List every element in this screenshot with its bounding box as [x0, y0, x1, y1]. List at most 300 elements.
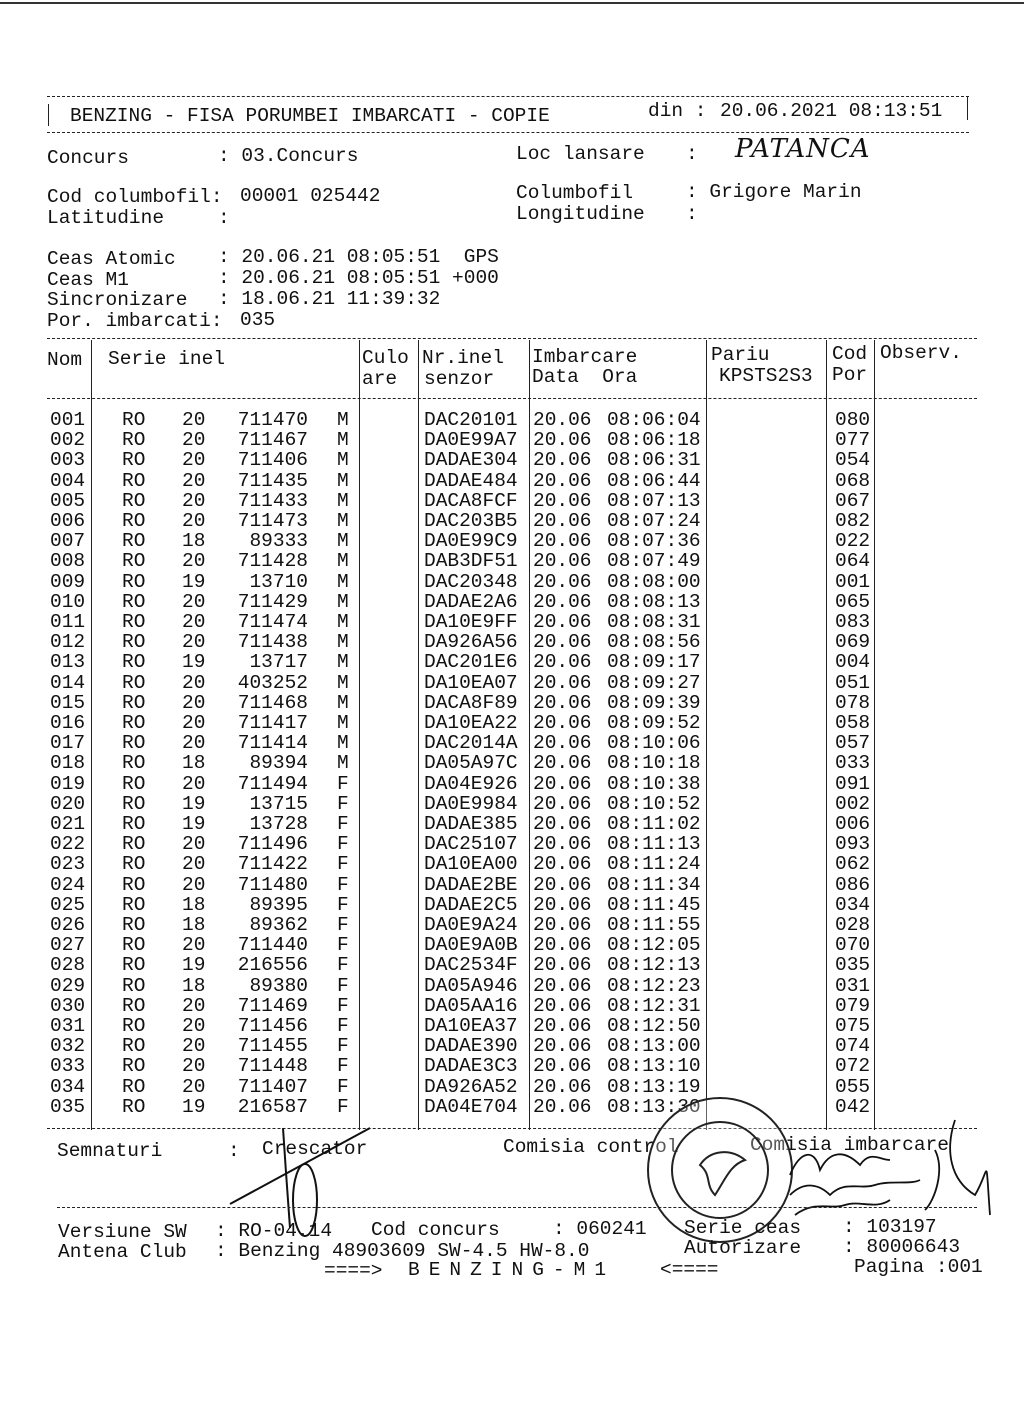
- table-row: [0, 814, 1024, 834]
- cell-cod-por: 075: [835, 1015, 871, 1037]
- cell-nom: 032: [50, 1035, 86, 1058]
- cell-cod-por: 033: [835, 752, 871, 775]
- cell-sensor: DAC2534F: [424, 954, 518, 977]
- cell-ring: 711473: [237, 510, 308, 532]
- cell-year: 20: [182, 994, 206, 1017]
- cell-sex: M: [337, 449, 349, 472]
- cell-cod-por: 067: [835, 489, 871, 512]
- cell-sex: F: [337, 873, 349, 896]
- cell-date: 20.06: [533, 853, 592, 876]
- cell-time: 08:09:52: [607, 712, 701, 734]
- columbofil-value: : Grigore Marin: [686, 181, 862, 203]
- cell-country: RO: [122, 833, 146, 856]
- cell-sensor: DADAE390: [424, 1035, 518, 1058]
- cell-year: 20: [182, 1015, 206, 1037]
- cell-nom: 004: [50, 469, 86, 492]
- table-bottom-rule: [47, 1128, 977, 1129]
- table-row: [0, 753, 1024, 773]
- cod-concurs-value: : 060241: [553, 1218, 647, 1240]
- autorizare-value: : 80006643: [843, 1236, 961, 1258]
- cell-sensor: DAC25107: [424, 833, 518, 856]
- table-row: [0, 976, 1024, 996]
- header-cod-1: Cod: [832, 343, 868, 365]
- table-row: [0, 531, 1024, 551]
- cell-ring: 711467: [237, 429, 308, 452]
- cell-ring: 13715: [249, 792, 308, 815]
- cell-date: 20.06: [533, 772, 592, 795]
- cell-country: RO: [122, 873, 146, 896]
- cell-sensor: DA04E926: [424, 772, 518, 795]
- cell-cod-por: 051: [835, 671, 871, 694]
- cell-sex: M: [337, 611, 349, 633]
- cell-time: 08:08:56: [607, 631, 701, 654]
- antena-club-label: Antena Club: [58, 1241, 187, 1263]
- cell-ring: 711440: [237, 934, 308, 957]
- cell-nom: 001: [50, 409, 86, 431]
- table-row: [0, 572, 1024, 592]
- cell-sensor: DA10EA00: [424, 853, 518, 876]
- cell-time: 08:10:18: [607, 752, 701, 775]
- cell-cod-por: 068: [835, 469, 871, 492]
- cell-ring: 711417: [237, 712, 308, 734]
- header-left-rule: [48, 104, 49, 126]
- cell-cod-por: 078: [835, 691, 871, 714]
- cell-year: 20: [182, 449, 206, 472]
- table-row: [0, 1077, 1024, 1097]
- cell-ring: 711455: [237, 1035, 308, 1058]
- versiune-sw-value: : RO-04.14: [215, 1220, 333, 1242]
- cell-sex: M: [337, 691, 349, 714]
- antena-club-value: : Benzing 48903609 SW-4.5 HW-8.0: [215, 1240, 590, 1262]
- cell-time: 08:10:52: [607, 792, 701, 815]
- cell-sensor: DADAE484: [424, 469, 518, 492]
- table-row: [0, 854, 1024, 874]
- crescator-label: Crescator: [262, 1138, 368, 1160]
- latitudine-label: Latitudine: [47, 207, 165, 229]
- cell-cod-por: 093: [835, 833, 871, 856]
- cell-time: 08:07:13: [607, 489, 701, 512]
- cell-date: 20.06: [533, 934, 592, 957]
- cell-sensor: DA05AA16: [424, 994, 518, 1017]
- header-pariu-2: KPSTS2S3: [719, 365, 813, 387]
- cell-time: 08:13:19: [607, 1075, 701, 1098]
- cell-country: RO: [122, 429, 146, 452]
- cell-ring: 89395: [249, 893, 308, 916]
- cell-ring: 711438: [237, 631, 308, 654]
- cell-year: 20: [182, 1055, 206, 1078]
- cell-sex: M: [337, 550, 349, 573]
- cell-country: RO: [122, 469, 146, 492]
- cell-country: RO: [122, 792, 146, 815]
- cell-sensor: DA10E9FF: [424, 611, 518, 633]
- cell-sensor: DAC2014A: [424, 732, 518, 755]
- cell-country: RO: [122, 772, 146, 795]
- cell-nom: 002: [50, 429, 86, 452]
- ceas-m1-value: : 20.06.21 08:05:51 +000: [218, 267, 499, 289]
- cell-year: 19: [182, 792, 206, 815]
- cell-time: 08:06:31: [607, 449, 701, 472]
- header-nr-inel-2: senzor: [424, 368, 495, 390]
- cell-date: 20.06: [533, 954, 592, 977]
- table-row: [0, 774, 1024, 794]
- cell-country: RO: [122, 1095, 146, 1118]
- cell-year: 19: [182, 570, 206, 593]
- cell-cod-por: 065: [835, 590, 871, 613]
- cell-time: 08:06:18: [607, 429, 701, 452]
- cell-time: 08:11:24: [607, 853, 701, 876]
- table-row: [0, 511, 1024, 531]
- cell-nom: 031: [50, 1015, 86, 1037]
- cell-nom: 021: [50, 813, 86, 835]
- cell-year: 19: [182, 651, 206, 674]
- cell-nom: 029: [50, 974, 86, 997]
- cell-ring: 216556: [237, 954, 308, 977]
- cell-date: 20.06: [533, 631, 592, 654]
- autorizare-label: Autorizare: [684, 1237, 802, 1259]
- table-row: [0, 1036, 1024, 1056]
- cell-date: 20.06: [533, 752, 592, 775]
- cell-date: 20.06: [533, 1095, 592, 1118]
- cell-date: 20.06: [533, 792, 592, 815]
- cell-sex: F: [337, 954, 349, 977]
- cell-nom: 011: [50, 611, 86, 633]
- table-row: [0, 430, 1024, 450]
- cell-sensor: DA0E9984: [424, 792, 518, 815]
- cell-ring: 711480: [237, 873, 308, 896]
- cell-sensor: DA05A97C: [424, 752, 518, 775]
- cell-nom: 008: [50, 550, 86, 573]
- cell-nom: 025: [50, 893, 86, 916]
- cell-sensor: DADAE3C3: [424, 1055, 518, 1078]
- table-top-rule: [47, 338, 977, 339]
- cell-nom: 022: [50, 833, 86, 856]
- table-row: [0, 1097, 1024, 1117]
- cell-sensor: DAC201E6: [424, 651, 518, 674]
- cell-time: 08:13:30: [607, 1095, 701, 1118]
- cell-cod-por: 028: [835, 914, 871, 936]
- cell-time: 08:12:05: [607, 934, 701, 957]
- header-bottom-rule: [47, 132, 969, 133]
- cell-year: 20: [182, 550, 206, 573]
- cell-ring: 403252: [237, 671, 308, 694]
- cod-concurs-label: Cod concurs: [371, 1219, 500, 1241]
- cell-country: RO: [122, 651, 146, 674]
- por-imbarcati-label: Por. imbarcati:: [47, 310, 223, 332]
- cell-date: 20.06: [533, 429, 592, 452]
- table-row: [0, 410, 1024, 430]
- document-title: BENZING - FISA PORUMBEI IMBARCATI - COPIE: [70, 105, 550, 127]
- cell-sensor: DAC20348: [424, 570, 518, 593]
- header-imbarcare-1: Imbarcare: [532, 346, 638, 368]
- cell-date: 20.06: [533, 570, 592, 593]
- cell-time: 08:11:02: [607, 813, 701, 835]
- cell-cod-por: 062: [835, 853, 871, 876]
- cell-ring: 711470: [237, 409, 308, 431]
- scan-edge: [0, 2, 1024, 4]
- cell-date: 20.06: [533, 671, 592, 694]
- cell-ring: 711494: [237, 772, 308, 795]
- cell-ring: 13728: [249, 813, 308, 835]
- cell-year: 20: [182, 631, 206, 654]
- header-culoare-2: are: [362, 368, 398, 390]
- cell-ring: 711414: [237, 732, 308, 755]
- cell-country: RO: [122, 590, 146, 613]
- cell-country: RO: [122, 732, 146, 755]
- cell-time: 08:07:36: [607, 530, 701, 553]
- cell-sex: M: [337, 429, 349, 452]
- cell-date: 20.06: [533, 893, 592, 916]
- cell-ring: 711422: [237, 853, 308, 876]
- cell-time: 08:08:00: [607, 570, 701, 593]
- loc-lansare-label: Loc lansare: [516, 143, 645, 165]
- cell-date: 20.06: [533, 449, 592, 472]
- cell-country: RO: [122, 914, 146, 936]
- cell-nom: 009: [50, 570, 86, 593]
- cell-sensor: DADAE2BE: [424, 873, 518, 896]
- serie-ceas-value: : 103197: [843, 1216, 937, 1238]
- cell-cod-por: 002: [835, 792, 871, 815]
- cell-country: RO: [122, 631, 146, 654]
- cell-country: RO: [122, 752, 146, 775]
- cell-country: RO: [122, 510, 146, 532]
- cell-sensor: DA926A56: [424, 631, 518, 654]
- cell-country: RO: [122, 489, 146, 512]
- cell-sensor: DADAE385: [424, 813, 518, 835]
- date-value: 20.06.2021 08:13:51: [720, 100, 943, 122]
- cell-country: RO: [122, 974, 146, 997]
- cell-sex: M: [337, 570, 349, 593]
- cell-cod-por: 055: [835, 1075, 871, 1098]
- cell-year: 20: [182, 429, 206, 452]
- cell-cod-por: 077: [835, 429, 871, 452]
- header-imbarcare-2: Data Ora: [532, 366, 638, 388]
- cell-nom: 012: [50, 631, 86, 654]
- cell-date: 20.06: [533, 611, 592, 633]
- cell-ring: 89362: [249, 914, 308, 936]
- concurs-label: Concurs: [47, 147, 129, 169]
- cell-ring: 711433: [237, 489, 308, 512]
- cell-cod-por: 069: [835, 631, 871, 654]
- cell-ring: 711407: [237, 1075, 308, 1098]
- table-row: [0, 551, 1024, 571]
- cell-cod-por: 079: [835, 994, 871, 1017]
- cell-nom: 006: [50, 510, 86, 532]
- header-pariu-1: Pariu: [711, 344, 770, 366]
- table-row: [0, 592, 1024, 612]
- cell-sensor: DAC203B5: [424, 510, 518, 532]
- cell-time: 08:11:34: [607, 873, 701, 896]
- banner-right-arrow: <====: [660, 1259, 719, 1281]
- cell-ring: 711429: [237, 590, 308, 613]
- cell-country: RO: [122, 813, 146, 835]
- table-row: [0, 875, 1024, 895]
- cell-country: RO: [122, 530, 146, 553]
- sincronizare-label: Sincronizare: [47, 289, 188, 311]
- cell-time: 08:11:55: [607, 914, 701, 936]
- cell-sex: F: [337, 974, 349, 997]
- cell-time: 08:12:31: [607, 994, 701, 1017]
- cell-time: 08:07:24: [607, 510, 701, 532]
- cell-date: 20.06: [533, 489, 592, 512]
- latitudine-colon: :: [218, 207, 230, 229]
- cell-year: 20: [182, 772, 206, 795]
- versiune-sw-label: Versiune SW: [58, 1221, 187, 1243]
- cell-time: 08:06:04: [607, 409, 701, 431]
- cell-ring: 89380: [249, 974, 308, 997]
- cell-sex: F: [337, 1055, 349, 1078]
- cell-nom: 026: [50, 914, 86, 936]
- cell-nom: 014: [50, 671, 86, 694]
- cell-country: RO: [122, 611, 146, 633]
- cell-nom: 020: [50, 792, 86, 815]
- banner-left-arrow: ====>: [324, 1260, 383, 1282]
- cell-date: 20.06: [533, 550, 592, 573]
- cell-ring: 711469: [237, 994, 308, 1017]
- cell-year: 20: [182, 712, 206, 734]
- cell-year: 18: [182, 752, 206, 775]
- header-right-rule: [967, 96, 968, 120]
- cell-nom: 016: [50, 712, 86, 734]
- cell-ring: 89394: [249, 752, 308, 775]
- cell-time: 08:10:06: [607, 732, 701, 755]
- cell-country: RO: [122, 1035, 146, 1058]
- table-row: [0, 733, 1024, 753]
- por-imbarcati-value: 035: [240, 309, 276, 331]
- cell-year: 18: [182, 974, 206, 997]
- cell-sex: M: [337, 752, 349, 775]
- header-top-rule: [47, 96, 969, 97]
- table-row: [0, 834, 1024, 854]
- cell-date: 20.06: [533, 1035, 592, 1058]
- cell-country: RO: [122, 954, 146, 977]
- semnaturi-colon: :: [228, 1140, 240, 1162]
- cell-time: 08:09:17: [607, 651, 701, 674]
- comisia-control-label: Comisia control: [503, 1136, 679, 1158]
- cell-time: 08:09:39: [607, 691, 701, 714]
- table-row: [0, 895, 1024, 915]
- page-number: Pagina :001: [854, 1256, 983, 1278]
- cell-sensor: DA0E9A0B: [424, 934, 518, 957]
- cell-date: 20.06: [533, 974, 592, 997]
- cell-date: 20.06: [533, 833, 592, 856]
- cell-time: 08:08:13: [607, 590, 701, 613]
- cell-sensor: DA10EA22: [424, 712, 518, 734]
- cell-sex: F: [337, 1075, 349, 1098]
- cell-date: 20.06: [533, 691, 592, 714]
- cell-sex: F: [337, 914, 349, 936]
- cell-nom: 035: [50, 1095, 86, 1118]
- cell-country: RO: [122, 934, 146, 957]
- cell-cod-por: 072: [835, 1055, 871, 1078]
- cell-year: 20: [182, 853, 206, 876]
- cell-sex: M: [337, 530, 349, 553]
- cell-sex: M: [337, 671, 349, 694]
- cell-ring: 711428: [237, 550, 308, 573]
- cell-country: RO: [122, 893, 146, 916]
- loc-lansare-colon: :: [686, 143, 698, 165]
- cell-sensor: DAB3DF51: [424, 550, 518, 573]
- concurs-value: : 03.Concurs: [218, 145, 359, 167]
- cell-time: 08:13:10: [607, 1055, 701, 1078]
- cell-year: 18: [182, 914, 206, 936]
- cell-sex: F: [337, 813, 349, 835]
- cell-sex: F: [337, 893, 349, 916]
- ceas-atomic-value: : 20.06.21 08:05:51 GPS: [218, 246, 499, 268]
- cell-cod-por: 022: [835, 530, 871, 553]
- cell-country: RO: [122, 409, 146, 431]
- sincronizare-value: : 18.06.21 11:39:32: [218, 288, 441, 310]
- cell-cod-por: 034: [835, 893, 871, 916]
- cell-sex: F: [337, 833, 349, 856]
- cell-date: 20.06: [533, 732, 592, 755]
- table-row: [0, 996, 1024, 1016]
- cell-time: 08:09:27: [607, 671, 701, 694]
- table-row: [0, 450, 1024, 470]
- columbofil-label: Columbofil: [516, 182, 634, 204]
- cell-year: 20: [182, 671, 206, 694]
- signature-bottom-rule: [57, 1207, 977, 1208]
- cell-ring: 711448: [237, 1055, 308, 1078]
- cell-ring: 711496: [237, 833, 308, 856]
- cell-country: RO: [122, 570, 146, 593]
- cell-year: 20: [182, 590, 206, 613]
- ceas-atomic-label: Ceas Atomic: [47, 248, 176, 270]
- cell-nom: 024: [50, 873, 86, 896]
- cell-nom: 018: [50, 752, 86, 775]
- cell-time: 08:10:38: [607, 772, 701, 795]
- cell-sensor: DA0E99A7: [424, 429, 518, 452]
- cell-year: 20: [182, 691, 206, 714]
- cell-cod-por: 086: [835, 873, 871, 896]
- cell-date: 20.06: [533, 1075, 592, 1098]
- cell-year: 19: [182, 1095, 206, 1118]
- table-row: [0, 693, 1024, 713]
- cell-time: 08:12:13: [607, 954, 701, 977]
- cell-date: 20.06: [533, 712, 592, 734]
- cell-time: 08:12:50: [607, 1015, 701, 1037]
- cell-sensor: DADAE2A6: [424, 590, 518, 613]
- cell-country: RO: [122, 1055, 146, 1078]
- cell-ring: 711435: [237, 469, 308, 492]
- table-row: [0, 471, 1024, 491]
- cell-sex: F: [337, 1035, 349, 1058]
- cell-cod-por: 004: [835, 651, 871, 674]
- header-serie-inel: Serie inel: [108, 348, 226, 370]
- header-cod-2: Por: [832, 364, 868, 386]
- longitudine-colon: :: [686, 203, 698, 225]
- cell-date: 20.06: [533, 409, 592, 431]
- comisia-imbarcare-label: Comisia imbarcare: [750, 1134, 949, 1156]
- semnaturi-label: Semnaturi: [57, 1140, 163, 1162]
- cell-sensor: DA0E9A24: [424, 914, 518, 936]
- cell-sex: F: [337, 934, 349, 957]
- cell-sex: M: [337, 469, 349, 492]
- cell-nom: 013: [50, 651, 86, 674]
- cell-sex: F: [337, 1015, 349, 1037]
- cell-ring: 711468: [237, 691, 308, 714]
- cell-sensor: DA0E99C9: [424, 530, 518, 553]
- table-row: [0, 652, 1024, 672]
- banner-title: BENZING-M1: [408, 1259, 616, 1281]
- cell-sex: F: [337, 853, 349, 876]
- cell-sensor: DA05A946: [424, 974, 518, 997]
- cell-year: 18: [182, 893, 206, 916]
- cell-date: 20.06: [533, 651, 592, 674]
- cell-date: 20.06: [533, 1055, 592, 1078]
- cell-sensor: DA926A52: [424, 1075, 518, 1098]
- cell-sex: M: [337, 732, 349, 755]
- cell-cod-por: 091: [835, 772, 871, 795]
